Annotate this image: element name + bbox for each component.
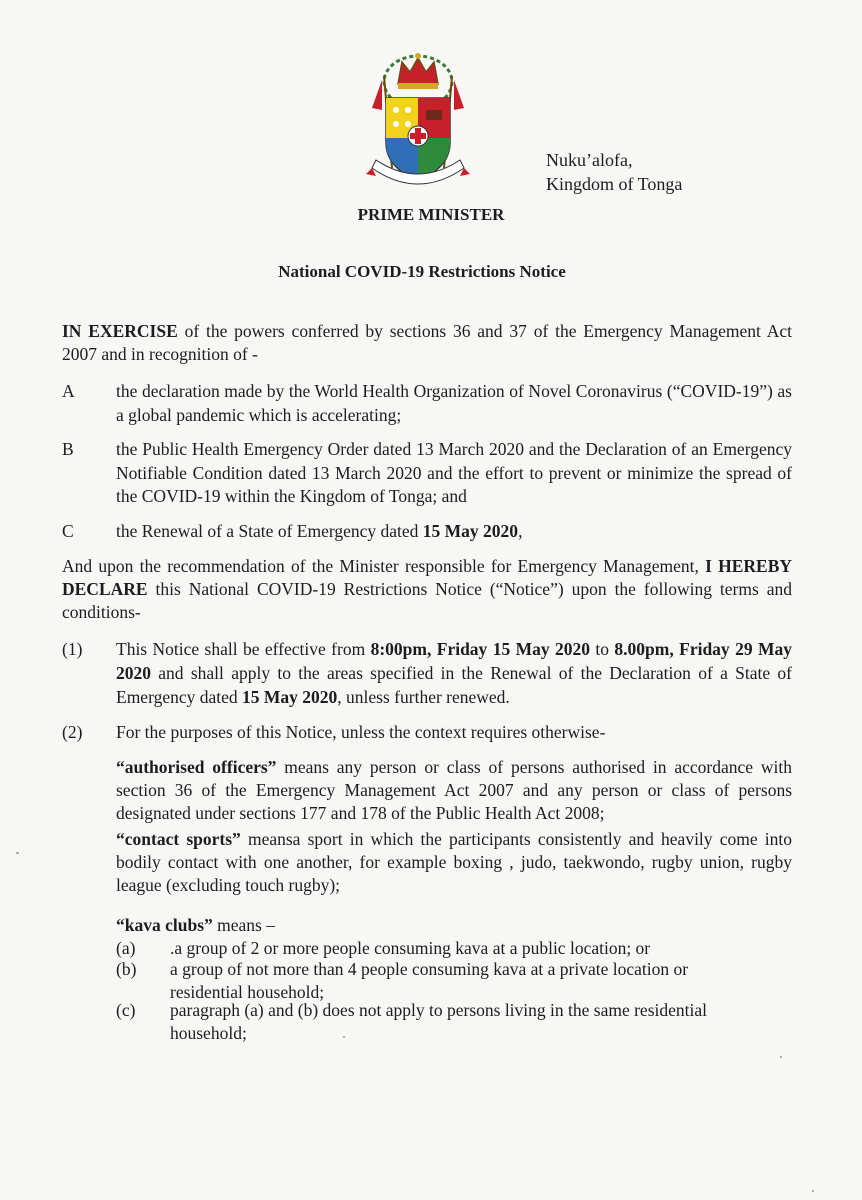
recital-a <box>62 380 792 427</box>
definition-text: means any person or class of persons authorised in accordance with section 36 of the Emergency Management Act 2007 and any person or class of persons designated under sections 177 and 178 of the Public Health Act 2008; <box>116 757 792 823</box>
preamble-paragraph <box>62 320 792 366</box>
sub-item-label: (c) <box>116 1000 136 1020</box>
office-title: PRIME MINISTER <box>357 205 505 224</box>
term-item-1 <box>62 637 792 709</box>
recital-text <box>116 520 792 544</box>
recital-b <box>62 438 792 509</box>
recital-c-text: the Renewal of a State of Emergency dated <box>116 521 423 541</box>
sub-item-text: .a group of 2 or more people consuming kava at a public location; or <box>170 938 651 958</box>
location-line-city: Nuku’alofa, <box>546 150 633 170</box>
definition-contact-sports <box>116 828 792 897</box>
item1-to: to <box>590 639 615 659</box>
definition-text: meansa sport in which the participants consistently and heavily come into bodily contact with one another, for example boxing , judo, taekwondo, rugby union, rugby league (excluding touch rugby); <box>116 829 793 895</box>
issuing-location <box>546 148 682 196</box>
recital-c <box>62 520 792 544</box>
sub-item-text: paragraph (a) and (b) does not apply to persons living in the same residential household; <box>170 1000 707 1043</box>
item1-end: 8.00pm, Friday 29 May 2020 <box>116 639 792 683</box>
scan-speck <box>780 1056 782 1058</box>
item1-text-3: , unless further renewed. <box>337 687 510 707</box>
scan-speck <box>812 1190 814 1192</box>
recital-text: the Public Health Emergency Order dated 13 March 2020 and the Declaration of an Emergency Notifiable Condition dated 13 March 2020 and the effort to prevent or minimize the spread of the COVID-19 within the Kingdom of Tonga; and <box>116 439 792 506</box>
definition-term: “contact sports” <box>116 829 241 849</box>
declaration-paragraph <box>62 555 792 624</box>
tonga-coat-of-arms-icon <box>362 50 474 198</box>
recital-c-end: , <box>518 521 523 541</box>
item1-start: 8:00pm, Friday 15 May 2020 <box>370 639 591 659</box>
scan-speck <box>16 852 19 854</box>
kava-sub-item-a <box>116 937 756 960</box>
declaration-text-1: And upon the recommendation of the Minister responsible for Emergency Management, <box>62 556 706 576</box>
item-text <box>116 637 792 709</box>
location-line-country: Kingdom of Tonga <box>546 174 683 194</box>
definition-term: “authorised officers” <box>116 757 277 777</box>
sub-item-label: (b) <box>116 959 137 979</box>
preamble-text: of the powers conferred by sections 36 and 37 of the Emergency Management Act 2007 and in recognition of - <box>62 321 792 364</box>
recital-label: B <box>62 439 74 459</box>
term-item-2 <box>62 720 792 744</box>
recital-text: the declaration made by the World Health Organization of Novel Coronavirus (“COVID-19”) as a global pandemic which is accelerating; <box>116 381 792 425</box>
item-number: (1) <box>62 639 83 659</box>
recital-c-date: 15 May 2020 <box>422 521 519 541</box>
definition-text: means – <box>212 915 275 935</box>
definition-authorised-officers <box>116 756 792 825</box>
recital-label: C <box>62 521 74 541</box>
sub-item-label: (a) <box>116 938 136 958</box>
declaration-text-2: this National COVID-19 Restrictions Notice (“Notice”) upon the following terms and conditions- <box>62 579 792 622</box>
notice-title: National COVID-19 Restrictions Notice <box>278 262 566 281</box>
preamble-lead: IN EXERCISE <box>62 321 178 341</box>
recital-label: A <box>62 381 75 401</box>
item-number: (2) <box>62 722 83 742</box>
item1-date: 15 May 2020 <box>242 687 338 707</box>
declaration-hereby: I HEREBY DECLARE <box>62 556 793 599</box>
sub-item-text: a group of not more than 4 people consuming kava at a private location or residential household; <box>170 959 689 1002</box>
scan-speck <box>343 1036 345 1038</box>
kava-sub-item-b <box>116 958 756 1004</box>
definition-term: “kava clubs” <box>116 915 213 935</box>
kava-sub-item-c <box>116 999 756 1045</box>
item1-text: This Notice shall be effective from <box>116 639 371 659</box>
item1-text-2: and shall apply to the areas specified in the Renewal of the Declaration of a State of Emergency dated <box>116 663 792 707</box>
definition-kava-clubs <box>116 914 792 937</box>
item-text: For the purposes of this Notice, unless the context requires otherwise- <box>116 722 606 742</box>
